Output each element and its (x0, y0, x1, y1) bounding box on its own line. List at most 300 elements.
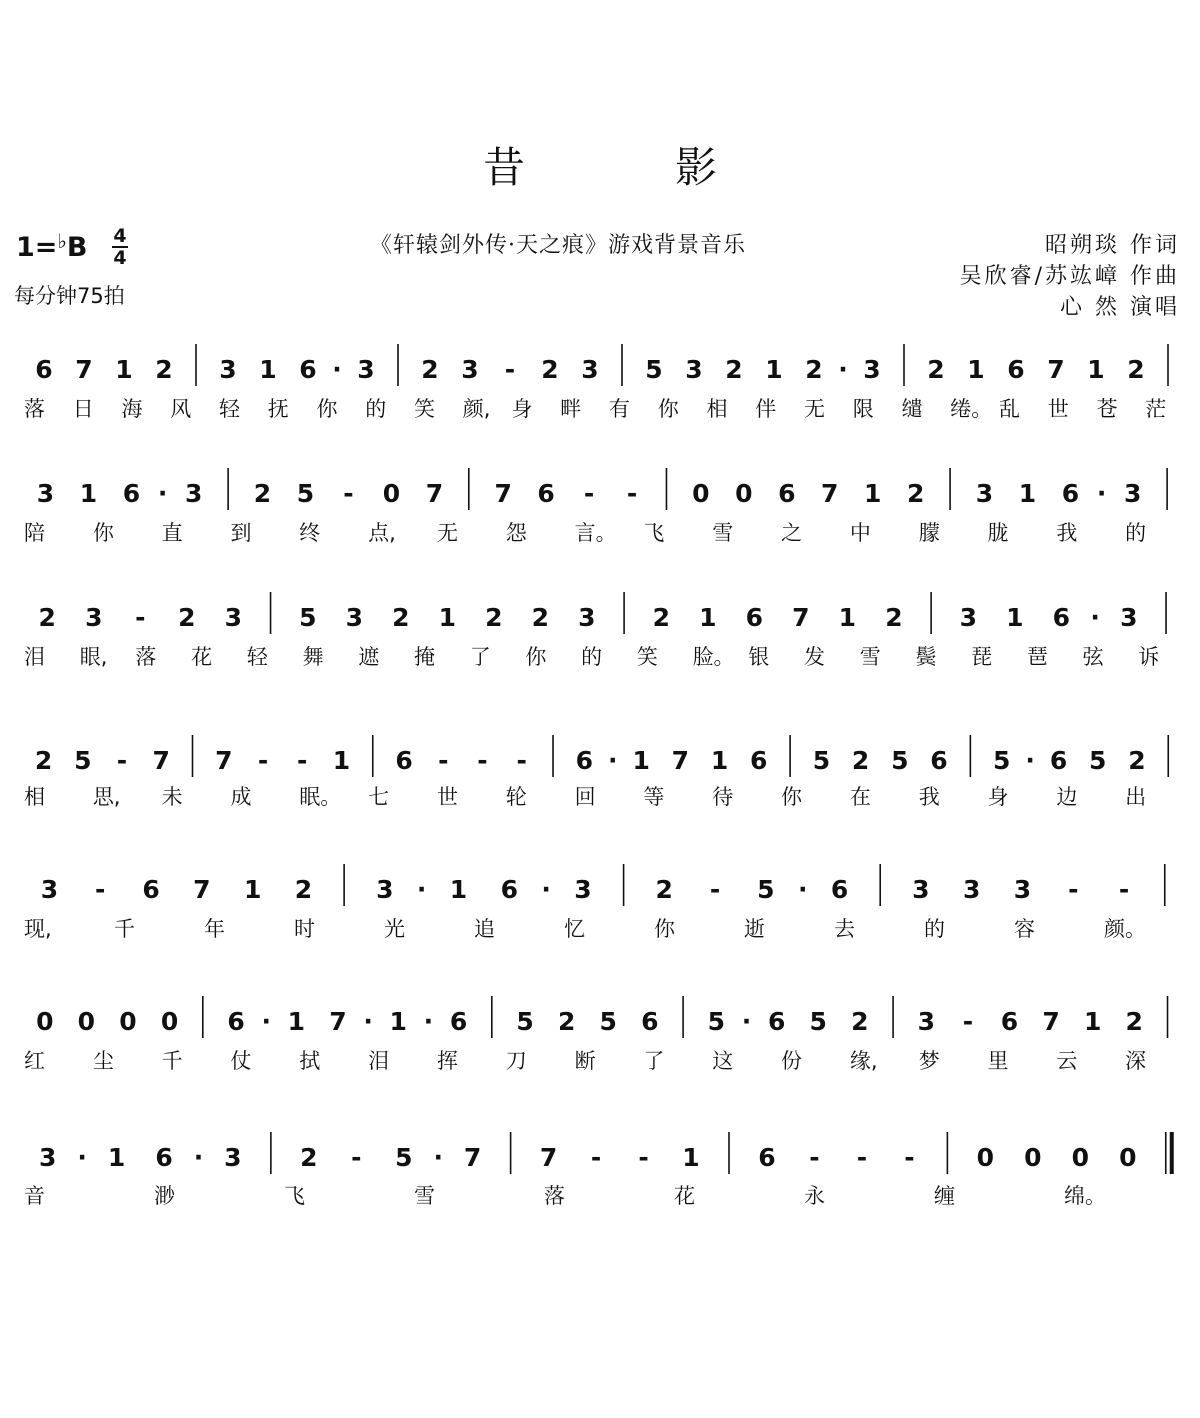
note-3: 3 (36, 479, 55, 508)
lyric-char: 成 (230, 785, 252, 809)
note-2: 2 (34, 746, 53, 775)
note-1: 1 (682, 1143, 700, 1172)
note-1: 1 (107, 1143, 126, 1172)
lyric-char: 相 (24, 785, 45, 809)
lyric-char: 苍 (1096, 397, 1118, 421)
lyric-char: 琵 (971, 645, 993, 669)
note-1: 1 (115, 355, 133, 384)
lyric-char: 舞 (302, 645, 324, 669)
note-1: 1 (864, 479, 882, 508)
lyric-char: 朦 (918, 521, 940, 545)
note-2: 2 (805, 355, 823, 384)
lyric-char: 现, (24, 917, 52, 941)
tempo-marking: 每分钟75拍 (14, 284, 125, 308)
dot-mark: · (433, 1143, 443, 1172)
note-2: 2 (851, 1007, 869, 1036)
note-1: 1 (765, 355, 783, 384)
note-6: 6 (537, 479, 555, 508)
lyric-char: 待 (712, 785, 734, 809)
note--: - (343, 479, 354, 508)
note-2: 2 (1128, 746, 1146, 775)
note-6: 6 (142, 875, 160, 904)
dot-mark: · (423, 1007, 434, 1036)
note-5: 5 (1089, 746, 1107, 775)
lyric-char: 永 (804, 1184, 825, 1208)
lyric-char: 陪 (24, 521, 45, 545)
note--: - (504, 355, 516, 384)
note--: - (590, 1143, 602, 1172)
note-6: 6 (1000, 1007, 1019, 1036)
dot-mark: · (1096, 479, 1107, 508)
lyric-char: 脸。 (692, 645, 735, 669)
note--: - (477, 746, 488, 775)
lyric-char: 风 (170, 397, 192, 421)
dot-mark: · (741, 1007, 752, 1036)
note-0: 0 (36, 1007, 54, 1036)
lyric-char: 你 (316, 397, 338, 421)
note-5: 5 (809, 1007, 827, 1036)
note-5: 5 (395, 1143, 413, 1172)
lyric-char: 云 (1056, 1049, 1078, 1073)
note-7: 7 (1047, 355, 1065, 384)
lyric-char: 时 (294, 917, 315, 941)
note-3: 3 (917, 1007, 936, 1036)
note-3: 3 (345, 603, 363, 632)
lyric-char: 雪 (414, 1184, 435, 1208)
key-note: B (66, 232, 88, 263)
note-1: 1 (287, 1007, 306, 1036)
note-3: 3 (39, 1143, 57, 1172)
note-3: 3 (863, 355, 881, 384)
lyric-char: 雪 (712, 521, 734, 545)
note--: - (257, 746, 269, 775)
note-2: 2 (927, 355, 945, 384)
lyric-char: 光 (384, 917, 405, 941)
lyric-char: 边 (1056, 785, 1078, 809)
note-6: 6 (1052, 603, 1071, 632)
note-3: 3 (224, 603, 243, 632)
note-5: 5 (992, 746, 1011, 775)
note-2: 2 (38, 603, 56, 632)
note-3: 3 (1013, 875, 1032, 904)
note-7: 7 (792, 603, 810, 632)
note-6: 6 (299, 355, 317, 384)
lyric-char: 轻 (246, 645, 268, 669)
note--: - (709, 875, 721, 904)
note-2: 2 (1127, 355, 1145, 384)
dot-mark: · (193, 1143, 204, 1172)
note-6: 6 (500, 875, 518, 904)
lyric-char: 飞 (643, 521, 665, 545)
note-0: 0 (77, 1007, 96, 1036)
lyric-char: 渺 (154, 1184, 175, 1208)
note-3: 3 (912, 875, 930, 904)
lyric-char: 你 (781, 785, 803, 809)
lyric-char: 逝 (744, 917, 765, 941)
note-7: 7 (215, 746, 233, 775)
lyric-char: 你 (657, 397, 679, 421)
lyric-char: 落 (135, 645, 157, 669)
note--: - (626, 479, 638, 508)
note-1: 1 (710, 746, 729, 775)
note-2: 2 (485, 603, 503, 632)
note-2: 2 (294, 875, 313, 904)
lyric-char: 音 (24, 1184, 45, 1208)
lyric-char: 轻 (219, 397, 240, 421)
lyric-char: 这 (712, 1049, 734, 1073)
note-2: 2 (178, 603, 196, 632)
note-3: 3 (581, 355, 599, 384)
note-7: 7 (494, 479, 512, 508)
note-7: 7 (463, 1143, 482, 1172)
note-2: 2 (155, 355, 173, 384)
note--: - (516, 746, 527, 775)
note-1: 1 (449, 875, 468, 904)
lyric-char: 发 (804, 645, 825, 669)
lyric-char: 的 (365, 397, 387, 421)
note-6: 6 (122, 479, 141, 508)
note-3: 3 (357, 355, 375, 384)
lyric-char: 乱 (999, 397, 1020, 421)
lyric-char: 世 (436, 785, 458, 809)
note-1: 1 (838, 603, 857, 632)
meter-bottom: 4 (113, 247, 127, 269)
lyric-char: 点, (368, 521, 396, 545)
lyric-char: 眼, (79, 645, 108, 669)
note-3: 3 (1120, 603, 1138, 632)
note--: - (904, 1143, 915, 1172)
lyric-char: 千 (161, 1049, 183, 1073)
lyric-char: 有 (609, 397, 630, 421)
note-0: 0 (692, 479, 710, 508)
lyric-char: 世 (1047, 397, 1069, 421)
lyric-char: 仗 (230, 1049, 252, 1073)
note-6: 6 (449, 1007, 468, 1036)
lyric-char: 回 (574, 785, 596, 809)
dot-mark: · (416, 875, 427, 904)
note-7: 7 (539, 1143, 558, 1172)
lyric-char: 你 (92, 521, 114, 545)
lyric-char: 鬓 (915, 645, 937, 669)
note--: - (856, 1143, 868, 1172)
lyric-char: 雪 (859, 645, 881, 669)
note--: - (297, 746, 308, 775)
lyric-char: 拭 (299, 1049, 321, 1073)
note-3: 3 (685, 355, 703, 384)
lyric-char: 未 (161, 785, 183, 809)
note-7: 7 (193, 875, 211, 904)
lyric-char: 弦 (1082, 645, 1104, 669)
note-7: 7 (821, 479, 839, 508)
note-6: 6 (830, 875, 849, 904)
note-2: 2 (392, 603, 410, 632)
note-5: 5 (757, 875, 775, 904)
lyric-char: 挥 (436, 1049, 458, 1073)
note-7: 7 (75, 355, 93, 384)
note-3: 3 (185, 479, 203, 508)
note-6: 6 (767, 1007, 786, 1036)
note-5: 5 (296, 479, 315, 508)
lyric-char: 身 (987, 785, 1009, 809)
note-0: 0 (976, 1143, 995, 1172)
note-1: 1 (438, 603, 457, 632)
note-5: 5 (599, 1007, 617, 1036)
note-7: 7 (671, 746, 690, 775)
lyric-char: 断 (574, 1049, 596, 1073)
note-1: 1 (699, 603, 717, 632)
note-3: 3 (975, 479, 994, 508)
note-5: 5 (812, 746, 831, 775)
lyric-char: 泪 (368, 1049, 390, 1073)
lyric-char: 轮 (505, 785, 527, 809)
lyric-char: 梦 (918, 1049, 940, 1073)
lyric-char: 抚 (267, 397, 289, 421)
note-2: 2 (725, 355, 743, 384)
lyric-char: 深 (1125, 1049, 1147, 1073)
note--: - (1118, 875, 1130, 904)
lyric-char: 笑 (414, 397, 435, 421)
note-6: 6 (745, 603, 764, 632)
lyric-char: 相 (706, 397, 728, 421)
note-3: 3 (959, 603, 978, 632)
note-2: 2 (300, 1143, 318, 1172)
note-6: 6 (575, 746, 594, 775)
note--: - (116, 746, 128, 775)
note-2: 2 (655, 875, 673, 904)
note-5: 5 (891, 746, 909, 775)
lyric-char: 怨 (505, 521, 527, 545)
lyric-char: 身 (511, 397, 533, 421)
dot-mark: · (541, 875, 551, 904)
dot-mark: · (797, 875, 808, 904)
note-3: 3 (578, 603, 596, 632)
lyric-char: 无 (804, 397, 825, 421)
note-3: 3 (962, 875, 981, 904)
key-prefix: 1= (16, 232, 58, 263)
lyric-char: 落 (544, 1184, 565, 1208)
note-1: 1 (1083, 1007, 1102, 1036)
note--: - (962, 1007, 974, 1036)
lyric-char: 掩 (414, 645, 435, 669)
note-0: 0 (382, 479, 401, 508)
note--: - (135, 603, 146, 632)
note-3: 3 (376, 875, 394, 904)
lyric-char: 红 (24, 1049, 45, 1073)
note-2: 2 (851, 746, 870, 775)
dot-mark: · (363, 1007, 373, 1036)
note-1: 1 (259, 355, 277, 384)
dot-mark: · (261, 1007, 271, 1036)
note-1: 1 (243, 875, 262, 904)
note-6: 6 (778, 479, 796, 508)
note-1: 1 (632, 746, 650, 775)
lyric-char: 我 (918, 785, 940, 809)
note-1: 1 (1018, 479, 1037, 508)
lyric-char: 畔 (560, 397, 582, 421)
note-3: 3 (40, 875, 59, 904)
lyric-char: 海 (121, 397, 143, 421)
note-6: 6 (155, 1143, 173, 1172)
lyric-char: 胧 (987, 521, 1009, 545)
note--: - (809, 1143, 820, 1172)
note--: - (438, 746, 449, 775)
lyric-char: 颜, (462, 397, 491, 421)
note-5: 5 (74, 746, 92, 775)
lyric-char: 思, (92, 785, 121, 809)
note--: - (638, 1143, 649, 1172)
lyric-char: 琶 (1026, 645, 1048, 669)
note-6: 6 (227, 1007, 245, 1036)
lyric-char: 终 (299, 521, 321, 545)
note-3: 3 (85, 603, 103, 632)
note-1: 1 (332, 746, 351, 775)
note--: - (95, 875, 106, 904)
note-6: 6 (395, 746, 413, 775)
note-5: 5 (645, 355, 663, 384)
note-1: 1 (1087, 355, 1105, 384)
lyric-char: 落 (24, 397, 45, 421)
note--: - (583, 479, 595, 508)
lyric-char: 花 (191, 645, 213, 669)
note-2: 2 (652, 603, 671, 632)
lyric-char: 了 (469, 645, 491, 669)
dot-mark: · (332, 355, 342, 384)
lyric-char: 茫 (1145, 397, 1167, 421)
note-1: 1 (389, 1007, 407, 1036)
note-2: 2 (253, 479, 272, 508)
lyric-char: 尘 (92, 1049, 114, 1073)
lyric-char: 直 (161, 521, 183, 545)
note-5: 5 (516, 1007, 534, 1036)
lyric-char: 忆 (564, 917, 585, 941)
note-7: 7 (152, 746, 170, 775)
lyric-char: 言。 (574, 521, 617, 545)
lyric-char: 份 (781, 1049, 803, 1073)
note-0: 0 (735, 479, 753, 508)
lyric-char: 了 (643, 1049, 665, 1073)
lyric-char: 银 (748, 645, 770, 669)
lyric-char: 追 (474, 917, 495, 941)
subtitle: 《轩辕剑外传·天之痕》游戏背景音乐 (370, 233, 746, 258)
lyric-char: 日 (72, 397, 94, 421)
note-3: 3 (1124, 479, 1142, 508)
composer-credit: 吴欣睿/苏竑嶂 作曲 (959, 264, 1180, 289)
lyric-char: 花 (674, 1184, 695, 1208)
lyric-char: 去 (834, 917, 855, 941)
note-3: 3 (461, 355, 479, 384)
note-3: 3 (224, 1143, 242, 1172)
note-2: 2 (557, 1007, 576, 1036)
lyric-char: 之 (781, 521, 803, 545)
lyric-char: 无 (436, 521, 458, 545)
note-1: 1 (967, 355, 985, 384)
lyric-char: 到 (230, 521, 252, 545)
note-2: 2 (907, 479, 925, 508)
note-2: 2 (885, 603, 903, 632)
note-6: 6 (930, 746, 948, 775)
flat-sign: ♭ (57, 229, 67, 253)
note-6: 6 (641, 1007, 659, 1036)
note-0: 0 (160, 1007, 179, 1036)
dot-mark: · (157, 479, 168, 508)
singer-credit: 心 然 演唱 (1060, 295, 1180, 320)
note-5: 5 (299, 603, 317, 632)
lyric-char: 缠 (934, 1184, 955, 1208)
lyric-char: 的 (924, 917, 945, 941)
lyric-char: 颜。 (1104, 917, 1146, 941)
note-0: 0 (1024, 1143, 1042, 1172)
note-5: 5 (707, 1007, 726, 1036)
note-1: 1 (1006, 603, 1024, 632)
song-title: 昔影 (482, 143, 867, 192)
lyric-char: 飞 (284, 1184, 305, 1208)
lyric-char: 限 (852, 397, 874, 421)
dot-mark: · (608, 746, 618, 775)
note-0: 0 (1071, 1143, 1090, 1172)
lyric-char: 里 (987, 1049, 1009, 1073)
lyric-char: 绵。 (1064, 1184, 1106, 1208)
lyric-char: 缘, (849, 1049, 878, 1073)
lyric-char: 遮 (358, 645, 380, 669)
dot-mark: · (1090, 603, 1100, 632)
lyric-char: 绻。 (950, 397, 993, 421)
dot-mark: · (77, 1143, 87, 1172)
lyric-char: 泪 (24, 645, 45, 669)
lyric-char: 刀 (505, 1049, 527, 1073)
lyric-char: 的 (1125, 521, 1147, 545)
note--: - (351, 1143, 362, 1172)
dot-mark: · (838, 355, 848, 384)
lyric-char: 七 (368, 785, 390, 809)
lyricist-credit: 昭朔琰 作词 (1045, 233, 1180, 258)
note-3: 3 (574, 875, 592, 904)
note-0: 0 (119, 1007, 137, 1036)
note-7: 7 (329, 1007, 347, 1036)
lyric-char: 缱 (901, 397, 923, 421)
lyric-char: 你 (654, 917, 675, 941)
lyric-char: 年 (204, 917, 225, 941)
lyric-char: 容 (1014, 917, 1035, 941)
note-3: 3 (219, 355, 237, 384)
lyric-char: 你 (525, 645, 547, 669)
note-6: 6 (1007, 355, 1025, 384)
note-2: 2 (531, 603, 550, 632)
note-6: 6 (750, 746, 768, 775)
dot-mark: · (1025, 746, 1035, 775)
lyric-char: 眠。 (299, 785, 342, 809)
meter-top: 4 (113, 225, 127, 247)
lyric-char: 我 (1056, 521, 1078, 545)
lyric-char: 出 (1125, 785, 1147, 809)
note-7: 7 (1042, 1007, 1060, 1036)
note-6: 6 (35, 355, 53, 384)
lyric-char: 伴 (755, 397, 777, 421)
note-1: 1 (79, 479, 98, 508)
note-0: 0 (1119, 1143, 1137, 1172)
lyric-char: 诉 (1138, 645, 1160, 669)
lyric-char: 在 (849, 785, 871, 809)
lyric-char: 的 (581, 645, 603, 669)
note-6: 6 (1061, 479, 1080, 508)
note-2: 2 (541, 355, 559, 384)
note-6: 6 (758, 1143, 776, 1172)
note-2: 2 (1125, 1007, 1143, 1036)
note-2: 2 (421, 355, 439, 384)
note--: - (1068, 875, 1079, 904)
lyric-char: 千 (114, 917, 135, 941)
lyric-char: 笑 (636, 645, 658, 669)
note-7: 7 (425, 479, 444, 508)
